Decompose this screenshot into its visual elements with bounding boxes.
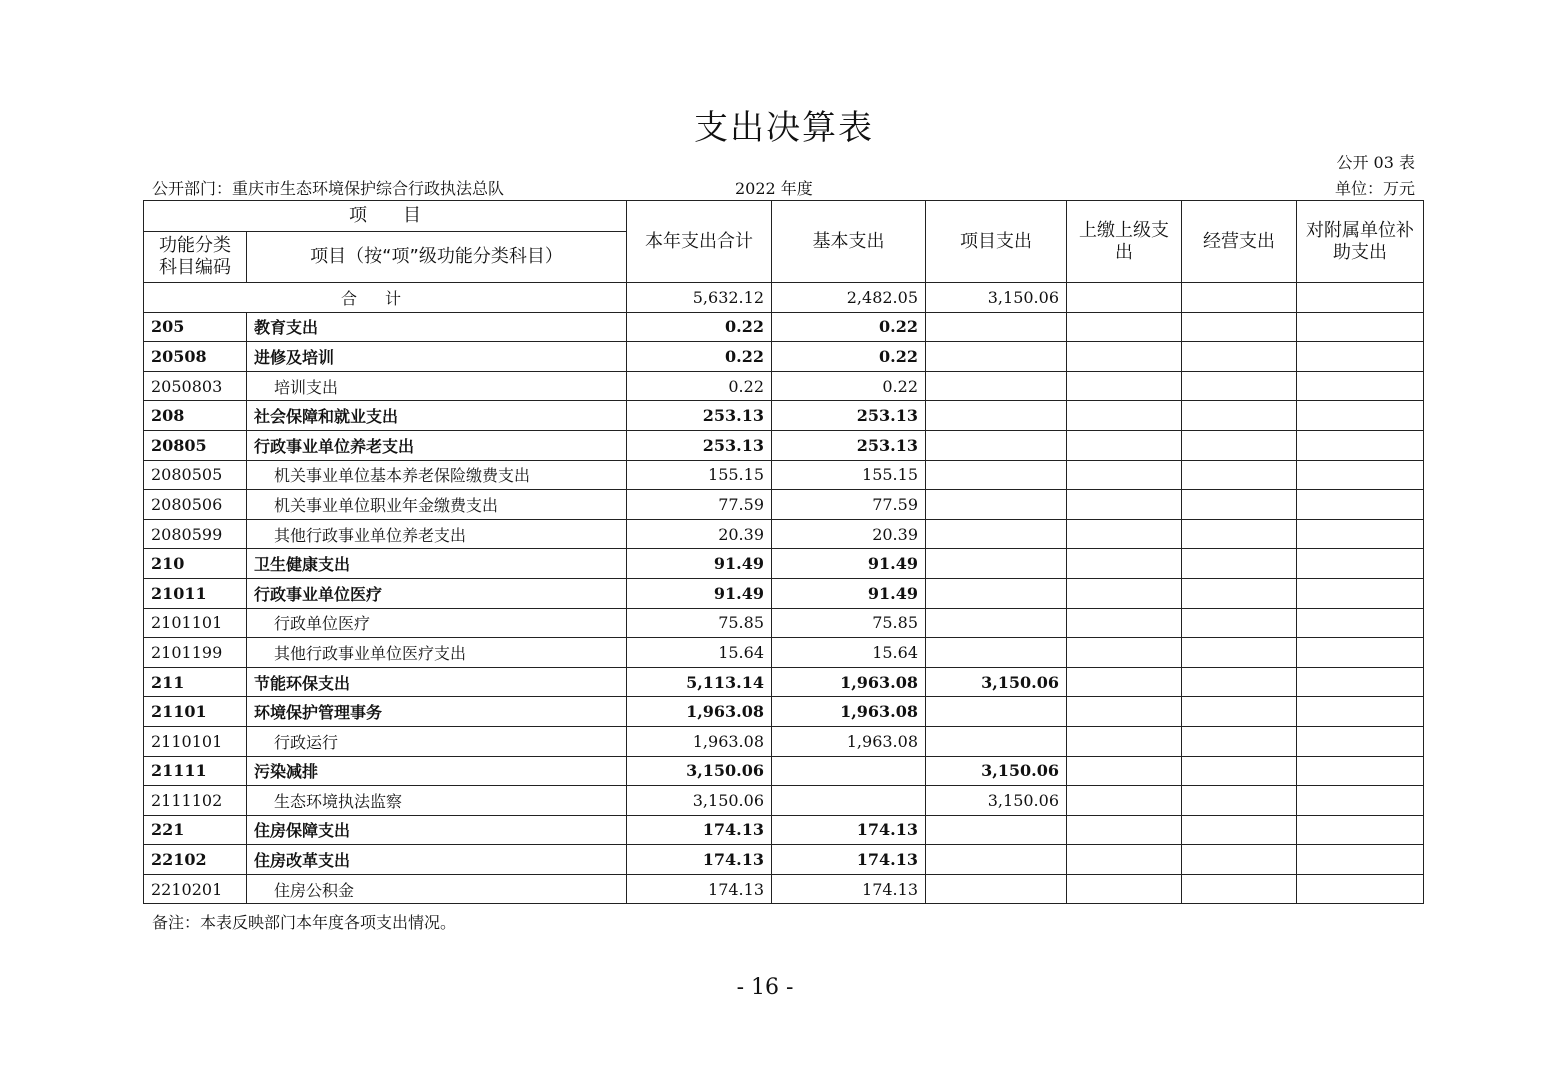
row-subsidy <box>1297 874 1424 904</box>
row-name: 行政事业单位养老支出 <box>247 430 627 460</box>
row-project <box>926 726 1067 756</box>
row-subsidy <box>1297 371 1424 401</box>
row-code: 2080506 <box>144 490 247 520</box>
page-title: 支出决算表 <box>694 108 874 148</box>
table-row <box>144 874 1424 904</box>
row-upper <box>1067 490 1182 520</box>
row-project <box>926 549 1067 579</box>
row-total: 174.13 <box>627 845 772 875</box>
row-upper <box>1067 549 1182 579</box>
row-name: 住房公积金 <box>247 874 627 904</box>
row-basic <box>772 786 926 816</box>
row-name: 卫生健康支出 <box>247 549 627 579</box>
footnote: 备注：本表反映部门本年度各项支出情况。 <box>152 913 457 932</box>
row-upper <box>1067 815 1182 845</box>
row-code: 2110101 <box>144 726 247 756</box>
row-basic: 1,963.08 <box>772 667 926 697</box>
row-code: 2101199 <box>144 638 247 668</box>
table-row <box>144 578 1424 608</box>
row-basic: 0.22 <box>772 312 926 342</box>
row-code: 22102 <box>144 845 247 875</box>
row-business <box>1182 578 1297 608</box>
row-subsidy <box>1297 786 1424 816</box>
row-code: 210 <box>144 549 247 579</box>
row-basic: 0.22 <box>772 342 926 372</box>
row-total: 1,963.08 <box>627 697 772 727</box>
row-project <box>926 490 1067 520</box>
row-upper <box>1067 519 1182 549</box>
row-upper <box>1067 726 1182 756</box>
row-total: 3,150.06 <box>627 786 772 816</box>
table-row <box>144 726 1424 756</box>
row-business <box>1182 638 1297 668</box>
total-upper <box>1067 283 1182 313</box>
row-business <box>1182 342 1297 372</box>
row-total: 20.39 <box>627 519 772 549</box>
row-upper <box>1067 608 1182 638</box>
row-name: 环境保护管理事务 <box>247 697 627 727</box>
row-business <box>1182 401 1297 431</box>
row-upper <box>1067 312 1182 342</box>
row-basic: 174.13 <box>772 815 926 845</box>
row-name: 教育支出 <box>247 312 627 342</box>
row-basic: 174.13 <box>772 845 926 875</box>
table-row <box>144 549 1424 579</box>
row-code: 2080505 <box>144 460 247 490</box>
row-name: 培训支出 <box>247 371 627 401</box>
row-code: 21101 <box>144 697 247 727</box>
row-code: 2101101 <box>144 608 247 638</box>
row-project <box>926 608 1067 638</box>
table-row <box>144 697 1424 727</box>
row-total: 1,963.08 <box>627 726 772 756</box>
row-basic: 253.13 <box>772 401 926 431</box>
total-subsidy <box>1297 283 1424 313</box>
unit-label: 单位：万元 <box>1334 179 1415 198</box>
row-business <box>1182 786 1297 816</box>
row-code: 221 <box>144 815 247 845</box>
row-name: 其他行政事业单位医疗支出 <box>247 638 627 668</box>
row-subsidy <box>1297 401 1424 431</box>
row-upper <box>1067 401 1182 431</box>
header-business: 经营支出 <box>1182 201 1297 283</box>
table-row <box>144 490 1424 520</box>
row-project <box>926 312 1067 342</box>
total-business <box>1182 283 1297 313</box>
row-basic: 0.22 <box>772 371 926 401</box>
row-business <box>1182 430 1297 460</box>
header-project: 项 目 <box>144 201 627 232</box>
row-subsidy <box>1297 312 1424 342</box>
row-subsidy <box>1297 667 1424 697</box>
header-item: 项目（按“项”级功能分类科目） <box>247 232 627 283</box>
table-row <box>144 608 1424 638</box>
row-name: 住房改革支出 <box>247 845 627 875</box>
row-code: 205 <box>144 312 247 342</box>
row-code: 20508 <box>144 342 247 372</box>
header-project-expense: 项目支出 <box>926 201 1067 283</box>
row-subsidy <box>1297 756 1424 786</box>
row-project: 3,150.06 <box>926 756 1067 786</box>
total-label: 合计 <box>144 283 627 313</box>
row-business <box>1182 815 1297 845</box>
row-subsidy <box>1297 519 1424 549</box>
row-code: 208 <box>144 401 247 431</box>
table-row <box>144 460 1424 490</box>
row-basic: 155.15 <box>772 460 926 490</box>
row-business <box>1182 312 1297 342</box>
row-basic: 15.64 <box>772 638 926 668</box>
total-basic: 2,482.05 <box>772 283 926 313</box>
row-name: 节能环保支出 <box>247 667 627 697</box>
row-project <box>926 638 1067 668</box>
row-name: 进修及培训 <box>247 342 627 372</box>
header-upper: 上缴上级支 出 <box>1067 201 1182 283</box>
row-subsidy <box>1297 490 1424 520</box>
row-code: 21011 <box>144 578 247 608</box>
row-business <box>1182 756 1297 786</box>
table-row <box>144 342 1424 372</box>
row-total: 253.13 <box>627 430 772 460</box>
row-project <box>926 519 1067 549</box>
table-row <box>144 430 1424 460</box>
total-row <box>144 283 1424 313</box>
row-project <box>926 697 1067 727</box>
row-subsidy <box>1297 608 1424 638</box>
row-total: 0.22 <box>627 312 772 342</box>
row-name: 机关事业单位基本养老保险缴费支出 <box>247 460 627 490</box>
row-basic <box>772 756 926 786</box>
department-label: 公开部门：重庆市生态环境保护综合行政执法总队 <box>152 179 505 198</box>
row-upper <box>1067 845 1182 875</box>
row-name: 行政单位医疗 <box>247 608 627 638</box>
row-project <box>926 342 1067 372</box>
row-total: 15.64 <box>627 638 772 668</box>
row-basic: 20.39 <box>772 519 926 549</box>
row-basic: 1,963.08 <box>772 726 926 756</box>
row-total: 174.13 <box>627 815 772 845</box>
row-upper <box>1067 342 1182 372</box>
row-project <box>926 578 1067 608</box>
row-basic: 253.13 <box>772 430 926 460</box>
table-row <box>144 519 1424 549</box>
row-subsidy <box>1297 697 1424 727</box>
row-code: 211 <box>144 667 247 697</box>
row-business <box>1182 460 1297 490</box>
table-row <box>144 786 1424 816</box>
row-total: 91.49 <box>627 578 772 608</box>
row-upper <box>1067 371 1182 401</box>
row-code: 2050803 <box>144 371 247 401</box>
table-row <box>144 401 1424 431</box>
row-project <box>926 845 1067 875</box>
row-project <box>926 874 1067 904</box>
table-row <box>144 815 1424 845</box>
row-business <box>1182 874 1297 904</box>
header-code: 功能分类科目编码 <box>144 232 247 283</box>
row-basic: 1,963.08 <box>772 697 926 727</box>
row-business <box>1182 371 1297 401</box>
row-total: 5,113.14 <box>627 667 772 697</box>
row-business <box>1182 667 1297 697</box>
row-subsidy <box>1297 845 1424 875</box>
row-business <box>1182 726 1297 756</box>
row-project <box>926 815 1067 845</box>
row-business <box>1182 549 1297 579</box>
row-total: 0.22 <box>627 342 772 372</box>
row-total: 155.15 <box>627 460 772 490</box>
total-amount: 5,632.12 <box>627 283 772 313</box>
row-subsidy <box>1297 342 1424 372</box>
row-upper <box>1067 756 1182 786</box>
row-business <box>1182 519 1297 549</box>
row-code: 2111102 <box>144 786 247 816</box>
row-subsidy <box>1297 815 1424 845</box>
page-number: - 16 - <box>736 975 794 1000</box>
row-name: 其他行政事业单位养老支出 <box>247 519 627 549</box>
row-basic: 91.49 <box>772 578 926 608</box>
row-total: 75.85 <box>627 608 772 638</box>
table-row <box>144 845 1424 875</box>
header-total: 本年支出合计 <box>627 201 772 283</box>
row-name: 生态环境执法监察 <box>247 786 627 816</box>
row-name: 住房保障支出 <box>247 815 627 845</box>
row-upper <box>1067 578 1182 608</box>
row-name: 机关事业单位职业年金缴费支出 <box>247 490 627 520</box>
row-subsidy <box>1297 726 1424 756</box>
row-project <box>926 401 1067 431</box>
row-basic: 75.85 <box>772 608 926 638</box>
row-subsidy <box>1297 638 1424 668</box>
row-upper <box>1067 430 1182 460</box>
row-total: 0.22 <box>627 371 772 401</box>
row-project: 3,150.06 <box>926 786 1067 816</box>
header-basic: 基本支出 <box>772 201 926 283</box>
row-total: 77.59 <box>627 490 772 520</box>
row-subsidy <box>1297 578 1424 608</box>
row-total: 3,150.06 <box>627 756 772 786</box>
row-business <box>1182 490 1297 520</box>
table-code: 公开 03 表 <box>1336 153 1415 172</box>
header-subsidy: 对附属单位补助支出 <box>1297 201 1424 283</box>
row-basic: 77.59 <box>772 490 926 520</box>
row-name: 行政运行 <box>247 726 627 756</box>
row-code: 20805 <box>144 430 247 460</box>
row-project <box>926 430 1067 460</box>
table-row <box>144 371 1424 401</box>
row-upper <box>1067 874 1182 904</box>
row-project: 3,150.06 <box>926 667 1067 697</box>
row-project <box>926 371 1067 401</box>
row-business <box>1182 608 1297 638</box>
table-row <box>144 312 1424 342</box>
row-name: 社会保障和就业支出 <box>247 401 627 431</box>
row-basic: 91.49 <box>772 549 926 579</box>
row-project <box>926 460 1067 490</box>
row-subsidy <box>1297 549 1424 579</box>
row-name: 污染减排 <box>247 756 627 786</box>
row-business <box>1182 845 1297 875</box>
expenditure-table <box>143 200 1424 904</box>
table-row <box>144 638 1424 668</box>
row-upper <box>1067 786 1182 816</box>
table-row <box>144 756 1424 786</box>
row-total: 253.13 <box>627 401 772 431</box>
row-total: 174.13 <box>627 874 772 904</box>
row-subsidy <box>1297 460 1424 490</box>
row-code: 2080599 <box>144 519 247 549</box>
row-upper <box>1067 667 1182 697</box>
row-name: 行政事业单位医疗 <box>247 578 627 608</box>
row-upper <box>1067 638 1182 668</box>
row-business <box>1182 697 1297 727</box>
table-row <box>144 667 1424 697</box>
row-code: 2210201 <box>144 874 247 904</box>
row-total: 91.49 <box>627 549 772 579</box>
total-project: 3,150.06 <box>926 283 1067 313</box>
row-subsidy <box>1297 430 1424 460</box>
row-upper <box>1067 460 1182 490</box>
row-basic: 174.13 <box>772 874 926 904</box>
row-upper <box>1067 697 1182 727</box>
row-code: 21111 <box>144 756 247 786</box>
fiscal-year: 2022 年度 <box>735 179 813 198</box>
